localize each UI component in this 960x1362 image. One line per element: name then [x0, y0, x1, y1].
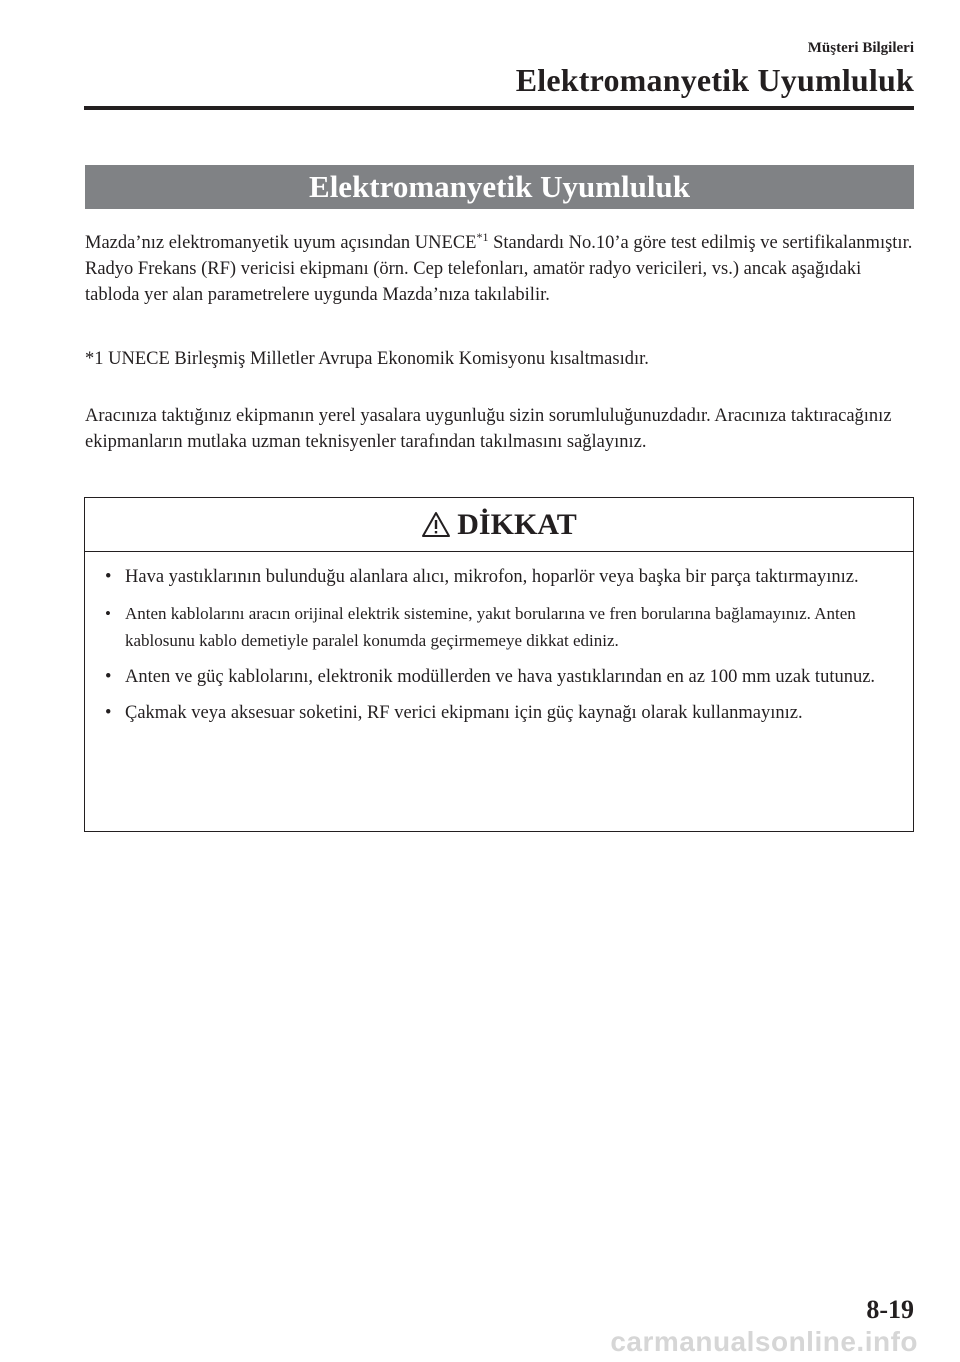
bullet: • [105, 604, 111, 623]
warning-item [103, 600, 897, 654]
warning-item [103, 664, 897, 690]
intro-paragraph [85, 230, 915, 308]
watermark: carmanualsonline.info [610, 1326, 918, 1357]
bullet: • [105, 667, 112, 687]
section-label: Müşteri Bilgileri [807, 40, 914, 56]
responsibility-text: Aracınıza taktığınız ekipmanın yerel yasalara uygunluğu sizin sorumluluğunuzdadır. Aracınıza taktıracağınız ekipmanların mutlaka uzman teknisyenler tarafından takılmasını sağlayınız. [85, 406, 892, 452]
warning-item-text: Anten kablolarını aracın orijinal elektrik sistemine, yakıt borularına ve fren borularına bağlamayınız. Anten kablosunu kablo demetiyle paralel konumda geçirmemeye dikkat ediniz. [125, 604, 856, 650]
intro-text-rest: Standardı No.10’a göre test edilmiş ve sertifikalanmıştır. Radyo Frekans (RF) vericisi ekipmanı (örn. Cep telefonları, amatör radyo vericileri, vs.) ancak aşağıdaki tabloda yer alan parametrelere uygunda Mazda’nıza takılabilir. [85, 233, 913, 305]
header-divider [84, 106, 914, 110]
warning-title: DİKKAT [457, 507, 577, 541]
warning-item-text: Anten ve güç kablolarını, elektronik modüllerden ve hava yastıklarından en az 100 mm uzak tutunuz. [125, 667, 876, 687]
page-number: 8-19 [866, 1295, 914, 1324]
footnote [85, 346, 915, 372]
warning-item-text: Çakmak veya aksesuar soketini, RF verici ekipmanı için güç kaynağı olarak kullanmayınız. [125, 703, 803, 723]
warning-item-text: Hava yastıklarının bulunduğu alanlara alıcı, mikrofon, hoparlör veya başka bir parça taktırmayınız. [125, 567, 859, 587]
bullet: • [105, 703, 112, 723]
footnote-text: *1 UNECE Birleşmiş Milletler Avrupa Ekonomik Komisyonu kısaltmasıdır. [85, 349, 649, 369]
warning-item [103, 700, 897, 726]
section-banner-title: Elektromanyetik Uyumluluk [309, 169, 690, 204]
intro-text-start: Mazda’nız elektromanyetik uyum açısından UNECE [85, 233, 477, 253]
warning-triangle-icon [421, 511, 451, 538]
warning-item [103, 564, 897, 590]
footnote-marker: *1 [476, 230, 489, 244]
warning-list [85, 552, 913, 726]
responsibility-paragraph [85, 403, 915, 455]
section-banner [85, 165, 914, 209]
warning-box [84, 497, 914, 832]
page-header-title: Elektromanyetik Uyumluluk [515, 62, 914, 98]
warning-header [85, 498, 913, 552]
bullet: • [105, 567, 112, 587]
